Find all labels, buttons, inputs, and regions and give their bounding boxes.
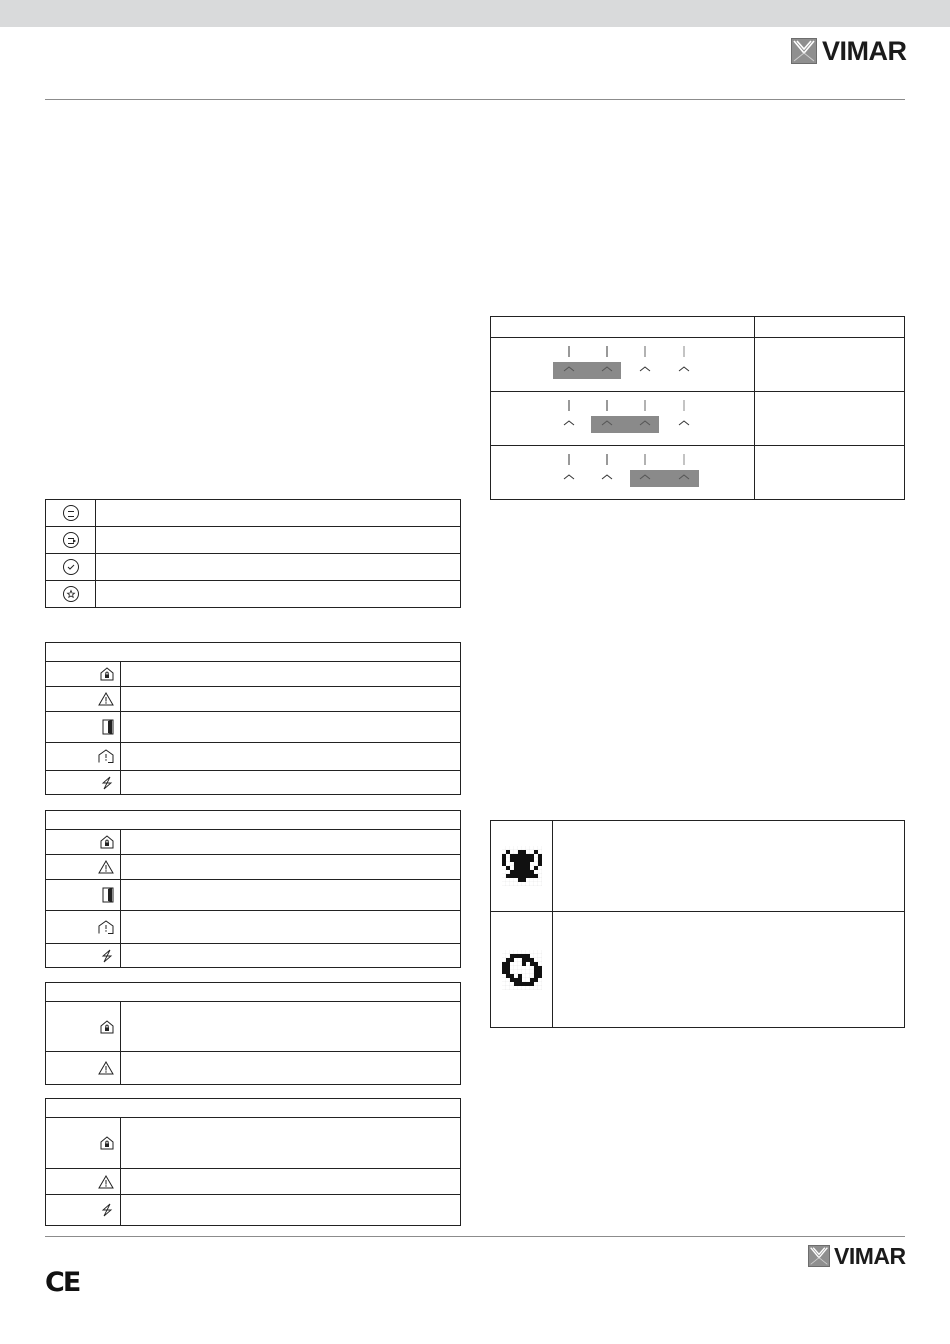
status-table-3-header <box>46 983 461 1002</box>
config-header-left <box>491 317 755 338</box>
door-icon <box>102 887 114 903</box>
ce-mark: CE <box>45 1267 80 1298</box>
display-icons-table <box>490 820 905 1028</box>
vimar-mark-icon <box>791 38 817 64</box>
house-lock-icon <box>100 1136 114 1150</box>
lightning-icon <box>100 776 114 790</box>
switch-diagram-2 <box>491 392 754 440</box>
key-row-2 <box>96 527 461 554</box>
status-table-3 <box>45 982 461 1085</box>
house-lock-icon <box>100 667 114 681</box>
top-band <box>0 0 950 27</box>
status-table-1-header <box>46 643 461 662</box>
header-rule <box>45 99 905 100</box>
menu-arrow-circle-icon <box>63 532 79 548</box>
status-table-1 <box>45 642 461 795</box>
warning-triangle-icon <box>98 1061 114 1075</box>
switch-diagram-3 <box>491 446 754 494</box>
key-row-4 <box>96 581 461 608</box>
status-table-4 <box>45 1098 461 1226</box>
config-header-right <box>755 317 905 338</box>
house-alert-icon <box>98 749 114 764</box>
key-row-1 <box>96 500 461 527</box>
status-table-4-header <box>46 1099 461 1118</box>
lightning-icon <box>100 949 114 963</box>
check-circle-icon <box>63 559 79 575</box>
menu-circle-icon <box>63 505 79 521</box>
house-lock-icon <box>100 1020 114 1034</box>
vimar-logo-footer <box>808 1245 906 1267</box>
warning-triangle-icon <box>98 860 114 874</box>
status-table-2-header <box>46 811 461 830</box>
warning-triangle-icon <box>98 692 114 706</box>
house-lock-icon <box>100 835 114 849</box>
footer-rule <box>45 1236 905 1237</box>
alarm-bell-icon <box>502 846 542 886</box>
brand-name: VIMAR <box>822 36 907 66</box>
switch-diagram-1 <box>491 338 754 386</box>
brand-name: VIMAR <box>834 1243 906 1269</box>
switch-config-table <box>490 316 905 500</box>
vimar-mark-icon <box>808 1245 830 1267</box>
warning-triangle-icon <box>98 1175 114 1189</box>
star-circle-icon <box>63 586 79 602</box>
key-row-3 <box>96 554 461 581</box>
status-table-2 <box>45 810 461 968</box>
key-table <box>45 499 461 608</box>
lightning-icon <box>100 1203 114 1217</box>
door-icon <box>102 719 114 735</box>
sync-arrows-icon <box>502 950 542 990</box>
sync-arrows-description <box>553 912 905 1028</box>
alarm-bell-description <box>553 821 905 912</box>
vimar-logo-header <box>791 38 907 64</box>
house-alert-icon <box>98 920 114 935</box>
